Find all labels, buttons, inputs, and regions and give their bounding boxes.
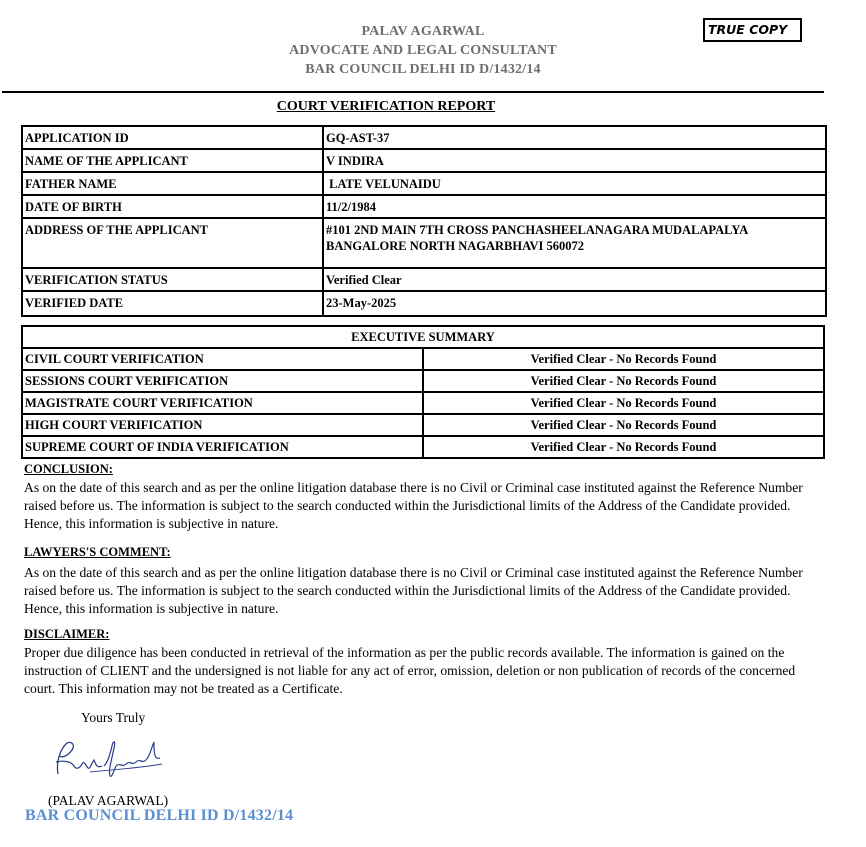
court-result: Verified Clear - No Records Found bbox=[423, 414, 824, 436]
court-name: MAGISTRATE COURT VERIFICATION bbox=[22, 392, 423, 414]
row-label: NAME OF THE APPLICANT bbox=[22, 149, 323, 172]
court-result: Verified Clear - No Records Found bbox=[423, 436, 824, 458]
row-value: LATE VELUNAIDU bbox=[323, 172, 826, 195]
row-value: 23-May-2025 bbox=[323, 291, 826, 316]
table-row bbox=[22, 172, 826, 195]
conclusion-title: CONCLUSION: bbox=[24, 462, 113, 476]
signatory-bar-id: BAR COUNCIL DELHI ID D/1432/14 bbox=[25, 807, 294, 824]
row-label: DATE OF BIRTH bbox=[22, 195, 323, 218]
disclaimer-text: Proper due diligence has been conducted in retrieval of the information as per the public records available. The information is gained on the instruction of CLIENT and the undersigned is not liable for any act of error, omission, deletion or non publication of records of the concerned court. This information may not be treated as a Certificate. bbox=[24, 645, 796, 696]
court-result: Verified Clear - No Records Found bbox=[423, 392, 824, 414]
table-row bbox=[22, 126, 826, 149]
conclusion-text: As on the date of this search and as per the online litigation database there is no Civil or Criminal case instituted against the Reference Number raised before us. The information is subject to the search conducted within the Jurisdictional limits of the Address of the Candidate provided. Hence, this information is subjective in nature. bbox=[24, 480, 803, 531]
court-result: Verified Clear - No Records Found bbox=[423, 370, 824, 392]
header-divider bbox=[2, 91, 824, 93]
applicant-info-table bbox=[21, 125, 827, 317]
summary-heading-row bbox=[22, 326, 824, 348]
lawyers-comment-title: LAWYERS'S COMMENT: bbox=[24, 545, 171, 559]
court-name: SUPREME COURT OF INDIA VERIFICATION bbox=[22, 436, 423, 458]
row-label: VERIFIED DATE bbox=[22, 291, 323, 316]
true-copy-stamp: TRUE COPY bbox=[703, 18, 802, 42]
row-value: V INDIRA bbox=[323, 149, 826, 172]
executive-summary-table bbox=[21, 325, 825, 459]
row-value: GQ-AST-37 bbox=[323, 126, 826, 149]
table-row bbox=[22, 268, 826, 291]
court-result: Verified Clear - No Records Found bbox=[423, 348, 824, 370]
report-title: COURT VERIFICATION REPORT bbox=[276, 99, 496, 114]
row-label: FATHER NAME bbox=[22, 172, 323, 195]
table-row bbox=[22, 392, 824, 414]
lawyers-comment-text: As on the date of this search and as per the online litigation database there is no Civil or Criminal case instituted against the Reference Number raised before us. The information is subject to the search conducted within the Jurisdictional limits of the Address of the Candidate provided. Hence, this information is subjective in nature. bbox=[24, 565, 803, 616]
letterhead-bar-id: BAR COUNCIL DELHI ID D/1432/14 bbox=[305, 62, 541, 77]
letterhead-designation: ADVOCATE AND LEGAL CONSULTANT bbox=[289, 43, 557, 58]
row-value: Verified Clear bbox=[323, 268, 826, 291]
table-row bbox=[22, 218, 826, 268]
row-value: 11/2/1984 bbox=[323, 195, 826, 218]
row-value: #101 2ND MAIN 7TH CROSS PANCHASHEELANAGARA MUDALAPALYA BANGALORE NORTH NAGARBHAVI 560072 bbox=[323, 218, 826, 268]
summary-heading: EXECUTIVE SUMMARY bbox=[22, 326, 824, 348]
court-name: HIGH COURT VERIFICATION bbox=[22, 414, 423, 436]
court-name: CIVIL COURT VERIFICATION bbox=[22, 348, 423, 370]
row-label: APPLICATION ID bbox=[22, 126, 323, 149]
table-row bbox=[22, 436, 824, 458]
table-row bbox=[22, 195, 826, 218]
table-row bbox=[22, 291, 826, 316]
row-label: VERIFICATION STATUS bbox=[22, 268, 323, 291]
disclaimer-title: DISCLAIMER: bbox=[24, 627, 110, 641]
table-row bbox=[22, 414, 824, 436]
table-row bbox=[22, 149, 826, 172]
row-label: ADDRESS OF THE APPLICANT bbox=[22, 218, 323, 268]
signatory-name: (PALAV AGARWAL) bbox=[48, 793, 169, 808]
court-name: SESSIONS COURT VERIFICATION bbox=[22, 370, 423, 392]
letterhead-name: PALAV AGARWAL bbox=[361, 24, 485, 39]
signature-image bbox=[50, 732, 170, 782]
table-row bbox=[22, 348, 824, 370]
closing-text: Yours Truly bbox=[81, 710, 146, 725]
table-row bbox=[22, 370, 824, 392]
